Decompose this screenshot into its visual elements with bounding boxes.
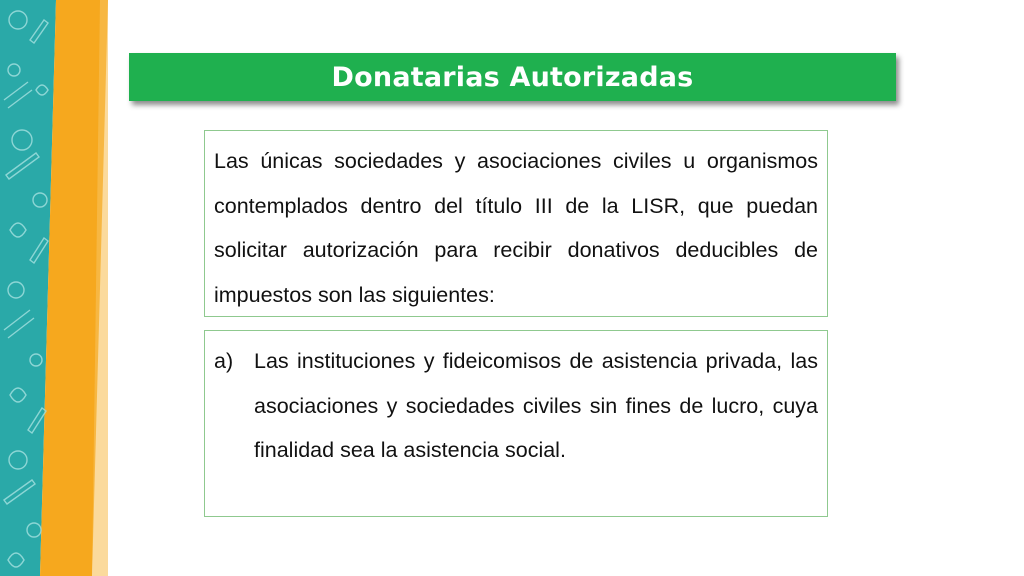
title-banner xyxy=(129,53,896,101)
list-box xyxy=(204,330,828,517)
intro-box xyxy=(204,130,828,317)
list-item-text: Las instituciones y fideicomisos de asistencia privada, las asociaciones y sociedades civiles sin fines de lucro, cuya finalidad sea la asistencia social. xyxy=(254,349,818,462)
intro-paragraph: Las únicas sociedades y asociaciones civiles u organismos contemplados dentro del título III de la LISR, que puedan solicitar autorización para recibir donativos deducibles de impuestos son las siguientes: xyxy=(214,149,818,307)
list-item xyxy=(214,339,818,473)
list-item-marker: a) xyxy=(214,349,234,373)
slide-title: Donatarias Autorizadas xyxy=(331,61,694,93)
decorative-school-pattern xyxy=(0,0,110,576)
